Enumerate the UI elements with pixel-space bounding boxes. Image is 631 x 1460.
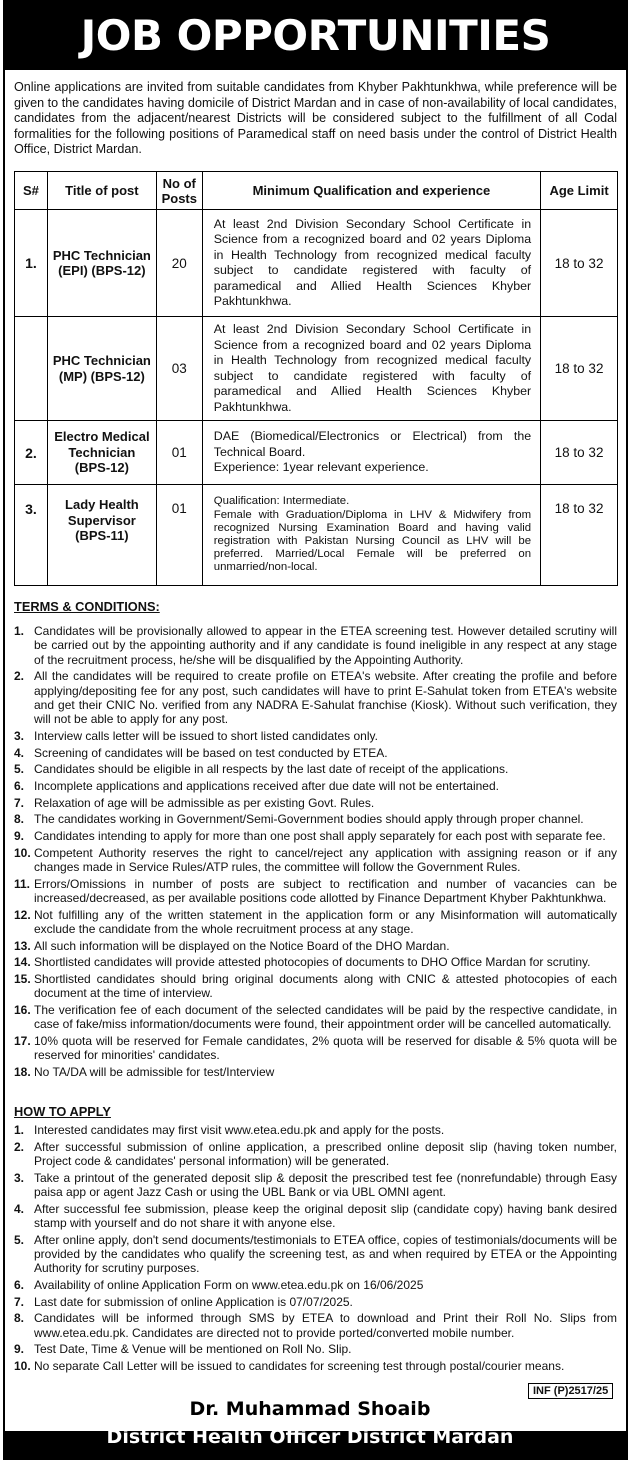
list-item (14, 972, 617, 1001)
list-item (14, 669, 617, 726)
item-text: Availability of online Application Form on www.etea.edu.pk on 16/06/2025 (34, 1277, 424, 1292)
item-text: 10% quota will be reserved for Female candidates, 2% quota will be reserved for disable & 5% quota will be reserved for minorities' candidates. (34, 1033, 617, 1063)
cell-qualification: At least 2nd Division Secondary School Certificate in Science from a recognized board and 02 years Diploma in Health Technology from recognized medical faculty subject to candidate registered with faculty of paramedical and Allied Health Sciences Khyber Pakhtunkhwa. (202, 210, 540, 317)
item-number: 18. (14, 1064, 31, 1079)
item-text: Candidates intending to apply for more than one post shall apply separately for each post with separate fee. (34, 828, 606, 843)
list-item (14, 1295, 617, 1309)
list-item (14, 1065, 617, 1079)
cell-posts: 20 (156, 210, 202, 317)
intro-paragraph: Online applications are invited from suitable candidates from Khyber Pakhtunkhwa, while preference will be given to the candidates having domicile of District Mardan and in case of non-availability of local candidates, candidates from the adjacent/nearest Districts will be considered subject to the fulfillment of all Codal formalities for the following positions of Paramedical staff on need basis under the control of District Health Office, District Mardan. (14, 80, 617, 156)
officer-name: Dr. Muhammad Shoaib (189, 1398, 431, 1420)
item-number: 3. (14, 1170, 25, 1185)
item-number: 3. (14, 728, 25, 743)
item-number: 10. (14, 1358, 31, 1373)
terms-list (14, 624, 617, 1082)
list-item (14, 1202, 617, 1231)
list-item (14, 812, 617, 826)
cell-age: 18 to 32 (541, 421, 618, 485)
item-text: Not fulfilling any of the written statement in the application form or any Misinformation will automatically exclude the candidate from the whole recruitment process at any stage. (34, 907, 617, 936)
cell-qualification: At least 2nd Division Secondary School Certificate in Science from a recognized board and 02 years Diploma in Health Technology from recognized medical faculty subject to candidate registered with faculty of paramedical and Allied Health Sciences Khyber Pakhtunkhwa. (202, 317, 540, 421)
item-text: Candidates should be eligible in all respects by the last date of receipt of the applications. (34, 762, 509, 777)
list-item (14, 846, 617, 875)
cell-posts: 01 (156, 421, 202, 485)
item-text: Candidates will be provisionally allowed to appear in the ETEA screening test. However detailed scrutiny will be carried out by the appointing authority and if any candidate is found ineligible in any respect at any stage of the recruitment process, he/she will be disqualified by the Appointing Authority. (34, 624, 617, 667)
item-number: 14. (14, 955, 31, 970)
item-text: The candidates working in Government/Semi-Government bodies should apply through proper channel. (34, 812, 584, 827)
item-number: 8. (14, 1311, 25, 1326)
item-number: 6. (14, 1277, 25, 1292)
item-text: All the candidates will be required to create profile on ETEA's website. After creating the profile and before applying/depositing fee for any post, such candidates will have to print E-Sahulat token from ETEA's website and get their CNIC No. verified from any NADRA E-Sahulat franchise (Kiosk). Without such verification, they will not be able to apply for any post. (34, 669, 617, 727)
cell-posts: 03 (156, 317, 202, 421)
item-number: 11. (14, 876, 31, 891)
cell-sn: 2. (15, 421, 48, 485)
list-item (14, 729, 617, 743)
item-number: 17. (14, 1033, 31, 1048)
list-item (14, 877, 617, 906)
item-text: Test Date, Time & Venue will be mentioned on Roll No. Slip. (34, 1342, 352, 1357)
list-item (14, 624, 617, 667)
cell-title: PHC Technician (MP) (BPS-12) (47, 317, 156, 421)
item-number: 12. (14, 907, 31, 922)
item-number: 6. (14, 778, 25, 793)
list-item (14, 1278, 617, 1292)
cell-sn: 3. (15, 485, 48, 586)
list-item (14, 908, 617, 937)
page-title: JOB OPPORTUNITIES (3, 0, 628, 70)
item-number: 7. (14, 795, 25, 810)
item-number: 13. (14, 938, 31, 953)
posts-table (14, 171, 618, 586)
howto-list (14, 1123, 617, 1376)
cell-sn (15, 317, 48, 421)
cell-age: 18 to 32 (541, 210, 618, 317)
item-text: Candidates will be informed through SMS by ETEA to download and Print their Roll No. Slips from www.etea.edu.pk. Candidates are directed not to provide ported/converted mobile number. (34, 1311, 617, 1340)
list-item (14, 746, 617, 760)
item-text: Incomplete applications and applications received after due date will not be entertained. (34, 778, 499, 793)
item-number: 4. (14, 745, 25, 760)
item-number: 7. (14, 1294, 25, 1309)
cell-sn: 1. (15, 210, 48, 317)
item-text: All such information will be displayed on the Notice Board of the DHO Mardan. (34, 938, 450, 953)
signature-block (100, 1395, 520, 1451)
table-row (15, 317, 618, 421)
qualification-text: DAE (Biomedical/Electronics or Electrical) from the Technical Board. (213, 429, 532, 459)
list-item (14, 1311, 617, 1340)
reference-number: INF (P)2517/25 (528, 1383, 613, 1399)
list-item (14, 1171, 617, 1200)
preference-text: Female with Graduation/Diploma in LHV & Midwifery from recognized Nursing Examination Board and having valid registration with Pakistan Nursing Council as LHV will be preferred. Married/Local Female will be preferred on unmarried/non-local. (213, 508, 532, 574)
list-item (14, 1359, 617, 1373)
item-text: Interview calls letter will be issued to short listed candidates only. (34, 728, 378, 743)
cell-age: 18 to 32 (541, 485, 618, 586)
terms-heading: TERMS & CONDITIONS: (14, 599, 160, 614)
list-item (14, 1003, 617, 1032)
item-text: Screening of candidates will be based on test conducted by ETEA. (34, 745, 388, 760)
item-text: After online apply, don't send documents/testimonials to ETEA office, copies of testimonials/documents will be provided by the candidates who qualify the screening test, as and when required by ETEA or the Appointing Authority for scrutiny purposes. (34, 1232, 617, 1276)
table-row (15, 210, 618, 317)
header-posts: No of Posts (156, 172, 202, 210)
list-item (14, 939, 617, 953)
item-text: Competent Authority reserves the right to cancel/reject any application with assigning reason or if any changes made in Service Rules/ATP rules, the committee will follow the Government Rules. (34, 845, 617, 874)
list-item (14, 779, 617, 793)
qualification-text: Qualification: Intermediate. (213, 495, 350, 508)
item-number: 8. (14, 812, 25, 827)
item-number: 5. (14, 762, 25, 777)
item-number: 2. (14, 669, 25, 684)
item-text: Relaxation of age will be admissible as per existing Govt. Rules. (34, 795, 375, 810)
officer-designation: District Health Officer District Mardan (106, 1426, 514, 1448)
cell-title: Lady Health Supervisor (BPS-11) (47, 485, 156, 586)
list-item (14, 1140, 617, 1169)
item-number: 1. (14, 1123, 25, 1137)
header-title: Title of post (47, 172, 156, 210)
table-row (15, 421, 618, 485)
item-number: 9. (14, 1342, 25, 1357)
item-number: 9. (14, 828, 25, 843)
item-text: Last date for submission of online Application is 07/07/2025. (34, 1294, 353, 1309)
item-text: No separate Call Letter will be issued to candidates for screening test through postal/courier means. (34, 1358, 565, 1373)
list-item (14, 1233, 617, 1276)
item-number: 1. (14, 624, 25, 638)
howto-heading: HOW TO APPLY (14, 1104, 111, 1119)
list-item (14, 1123, 617, 1137)
item-text: After successful fee submission, please keep the original deposit slip (candidate copy) having bank desired stamp with yourself and do not share it with anyone else. (34, 1201, 617, 1230)
cell-posts: 01 (156, 485, 202, 586)
list-item (14, 955, 617, 969)
item-text: The verification fee of each document of the selected candidates will be paid by the respective candidate, in case of fake/miss information/documents were found, their appointment order will be cancelled automatically. (34, 1002, 617, 1032)
item-number: 5. (14, 1232, 25, 1247)
list-item (14, 796, 617, 810)
item-number: 16. (14, 1002, 31, 1017)
item-number: 2. (14, 1139, 25, 1154)
item-text: No TA/DA will be admissible for test/Interview (34, 1064, 275, 1079)
cell-age: 18 to 32 (541, 317, 618, 421)
list-item (14, 762, 617, 776)
table-header-row (15, 172, 618, 210)
item-number: 10. (14, 845, 31, 860)
list-item (14, 829, 617, 843)
item-text: Take a printout of the generated deposit slip & deposit the prescribed test fee (nonrefundable) through Easy paisa app or agent Jazz Cash or using the UBL Bank or via UBL OMNI agent. (34, 1170, 617, 1199)
cell-qualification (202, 485, 540, 586)
experience-text: Experience: 1year relevant experience. (213, 460, 429, 475)
list-item (14, 1342, 617, 1356)
item-text: Shortlisted candidates will provide attested photocopies of documents to DHO Office Mardan for scrutiny. (34, 955, 591, 970)
item-text: After successful submission of online application, a prescribed online deposit slip (having token number, Project code & candidates' personal information) will be generated. (34, 1139, 617, 1168)
item-number: 15. (14, 972, 31, 986)
table-row (15, 485, 618, 586)
cell-title: PHC Technician (EPI) (BPS-12) (47, 210, 156, 317)
item-number: 4. (14, 1201, 25, 1216)
cell-qualification (202, 421, 540, 485)
item-text: Shortlisted candidates should bring original documents along with CNIC & attested photocopies of each document at the time of interview. (34, 972, 617, 1001)
header-qualification: Minimum Qualification and experience (202, 172, 540, 210)
header-age: Age Limit (541, 172, 618, 210)
item-text: Errors/Omissions in number of posts are subject to rectification and number of vacancies can be increased/decreased, as per available positions code allotted by Finance Department Khyber Pakhtunkhwa. (34, 876, 617, 905)
list-item (14, 1034, 617, 1063)
item-text: Interested candidates may first visit www.etea.edu.pk and apply for the posts. (34, 1123, 445, 1137)
cell-title: Electro Medical Technician (BPS-12) (47, 421, 156, 485)
header-sn: S# (15, 172, 48, 210)
